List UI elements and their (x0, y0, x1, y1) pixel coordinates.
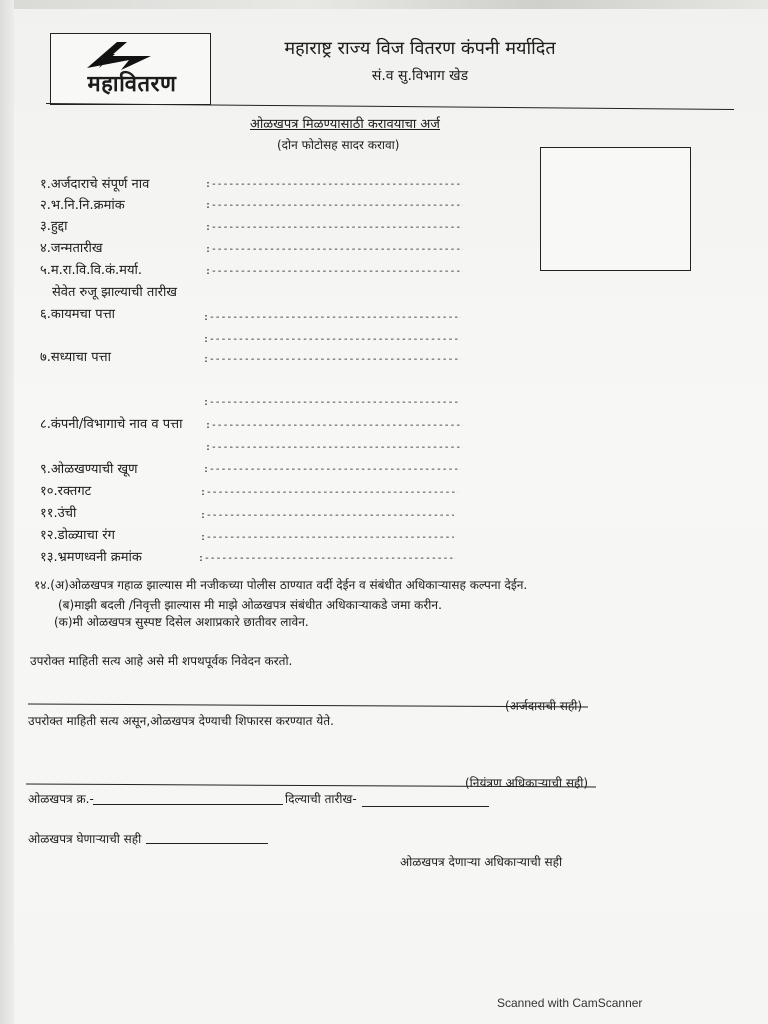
field-label-name: १.अर्जदाराचे संपूर्ण नाव (40, 177, 150, 192)
field-line-name[interactable] (205, 179, 463, 193)
receiver-signature-field[interactable] (146, 843, 268, 844)
truth-statement: उपरोक्त माहिती सत्य आहे असे मी शपथपूर्वक निवेदन करतो. (30, 654, 293, 668)
controlling-officer-signature-label: (नियंत्रण अधिकाऱ्याची सही) (465, 776, 589, 790)
applicant-signature-label: (अर्जदाराची सही) (505, 699, 583, 713)
field-line-mobile[interactable] (198, 553, 456, 567)
id-number-label: ओळखपत्र क्र.- (28, 792, 94, 806)
form-subtitle: (दोन फोटोसह सादर करावा) (277, 138, 400, 152)
field-label-identification-mark: ९.ओळखण्याची खूण (40, 462, 138, 477)
issue-date-label: दिल्याची तारीख- (285, 792, 357, 806)
field-line-permanent-address-2[interactable] (203, 334, 461, 348)
field-line-designation[interactable] (205, 222, 463, 236)
declaration-14c: (क)मी ओळखपत्र सुस्पष्ट दिसेल अशाप्रकारे छातीवर लावेन. (54, 615, 309, 629)
field-line-pf-number[interactable] (205, 200, 463, 214)
field-label-eye-color: १२.डोळ्याचा रंग (40, 528, 115, 543)
field-label-mobile: १३.भ्रमणध्वनी क्रमांक (40, 550, 142, 565)
field-line-eye-color[interactable] (200, 532, 454, 546)
logo-text: महावितरण (87, 72, 177, 97)
field-line-identification-mark[interactable] (203, 464, 461, 478)
field-label-height: ११.उंची (40, 506, 77, 521)
recommendation-statement: उपरोक्त माहिती सत्य असून,ओळखपत्र देण्याची शिफारस करण्यात येते. (28, 714, 334, 728)
issuer-signature-label: ओळखपत्र देणाऱ्या अधिकाऱ्याची सही (400, 855, 563, 869)
field-label-pf-number: २.भ.नि.नि.क्रमांक (40, 198, 125, 213)
field-line-permanent-address-1[interactable] (203, 312, 461, 326)
field-line-blood-group[interactable] (200, 487, 458, 501)
header-divider (46, 103, 734, 110)
photo-box (540, 147, 691, 271)
receiver-signature-label: ओळखपत्र घेणाऱ्याची सही (28, 832, 142, 846)
field-line-current-address-2[interactable] (203, 397, 461, 411)
field-line-joining[interactable] (205, 266, 463, 280)
field-line-dob[interactable] (205, 244, 463, 258)
form-title: ओळखपत्र मिळण्यासाठी करावयाचा अर्ज (250, 117, 440, 132)
page-left-edge (0, 0, 14, 1024)
field-line-company-address-2[interactable] (205, 442, 463, 456)
division-name: सं.व सु.विभाग खेड (371, 68, 469, 84)
id-number-field[interactable] (93, 804, 283, 805)
field-line-height[interactable] (200, 510, 454, 524)
declaration-14b: (ब)माझी बदली /निवृत्ती झाल्यास मी माझे ओळखपत्र संबंधीत अधिकाऱ्याकडे जमा करीन. (58, 598, 442, 612)
field-line-current-address-1[interactable] (203, 354, 461, 368)
field-label-designation: ३.हुद्दा (40, 219, 68, 234)
applicant-signature-line[interactable] (28, 704, 588, 708)
declaration-14a: १४.(अ)ओळखपत्र गहाळ झाल्यास मी नजीकच्या पोलीस ठाण्यात वर्दी देईन व संबंधीत अधिकाऱ्यासह कल्पना देईन. (34, 578, 528, 592)
lightning-logo-icon (81, 38, 157, 72)
company-name: महाराष्ट्र राज्य विज वितरण कंपनी मर्यादित (284, 38, 556, 59)
issue-date-field[interactable] (362, 806, 489, 807)
field-label-blood-group: १०.रक्तगट (40, 484, 92, 499)
field-label-company-address: ८.कंपनी/विभागाचे नाव व पत्ता (40, 417, 183, 432)
field-label-permanent-address: ६.कायमचा पत्ता (40, 307, 116, 322)
field-label-dob: ४.जन्मतारीख (40, 241, 103, 256)
company-logo (50, 33, 211, 105)
page-top-edge (0, 0, 768, 9)
field-line-company-address-1[interactable] (205, 420, 463, 434)
field-sublabel-joining: सेवेत रुजू झाल्याची तारीख (52, 285, 178, 300)
field-label-joining: ५.म.रा.वि.वि.कं.मर्या. (40, 263, 142, 278)
scanner-watermark: Scanned with CamScanner (497, 996, 643, 1010)
field-label-current-address: ७.सध्याचा पत्ता (40, 350, 111, 365)
